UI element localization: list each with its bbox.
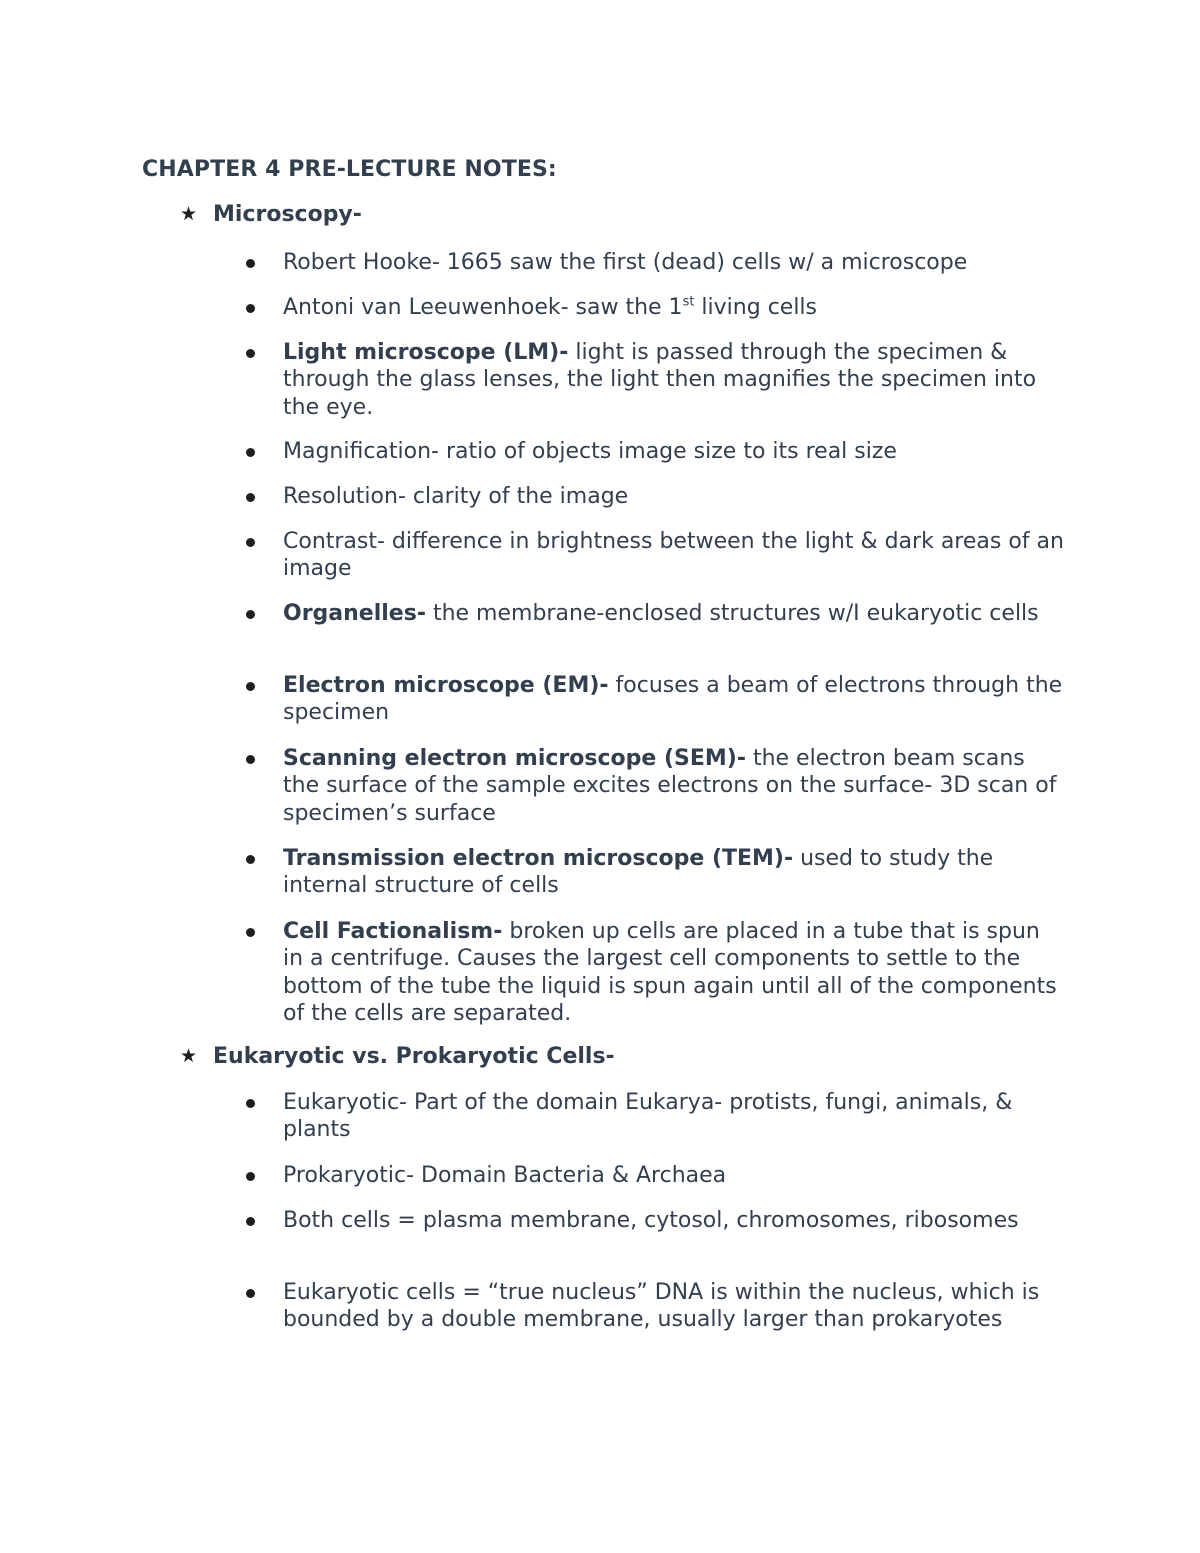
list-item-text: Cell Factionalism- broken up cells are placed in a tube that is spun in a centrifuge. Causes the largest cell components to settle to the bottom of the tube the liquid is spun again until all of the components of the cells are separated. bbox=[283, 919, 1057, 1026]
bullet-icon bbox=[246, 1099, 255, 1108]
bullet-icon bbox=[246, 349, 255, 358]
term: Scanning electron microscope (SEM)- bbox=[283, 746, 746, 771]
list-item-text: Contrast- difference in brightness between the light & dark areas of an image bbox=[283, 529, 1064, 582]
list-item-text: Eukaryotic cells = “true nucleus” DNA is within the nucleus, which is bounded by a double membrane, usually larger than prokaryotes bbox=[283, 1280, 1040, 1333]
list-item bbox=[246, 1089, 1066, 1144]
bullet-icon bbox=[246, 755, 255, 764]
bullet-icon bbox=[246, 304, 255, 313]
list-item bbox=[246, 249, 1066, 276]
list-item-text: Prokaryotic- Domain Bacteria & Archaea bbox=[283, 1163, 727, 1188]
list-item bbox=[246, 339, 1066, 421]
star-bullet-icon: ★ bbox=[180, 203, 198, 225]
list-item bbox=[246, 1279, 1066, 1334]
list-item-text: Magnification- ratio of objects image size to its real size bbox=[283, 439, 897, 464]
term: Cell Factionalism- bbox=[283, 919, 503, 944]
term: Light microscope (LM)- bbox=[283, 340, 569, 365]
bullet-icon bbox=[246, 610, 255, 619]
bullet-icon bbox=[246, 855, 255, 864]
list-item bbox=[246, 672, 1066, 727]
section-heading-microscopy bbox=[180, 202, 362, 227]
list-item-text: Organelles- the membrane-enclosed structures w/I eukaryotic cells bbox=[283, 601, 1039, 626]
page-title: CHAPTER 4 PRE-LECTURE NOTES: bbox=[142, 157, 557, 182]
list-item-text: Both cells = plasma membrane, cytosol, chromosomes, ribosomes bbox=[283, 1208, 1019, 1233]
list-item bbox=[246, 745, 1066, 827]
list-item-text: Transmission electron microscope (TEM)- used to study the internal structure of cells bbox=[283, 846, 994, 899]
list-item-text: Scanning electron microscope (SEM)- the electron beam scans the surface of the sample excites electrons on the surface- 3D scan of specimen’s surface bbox=[283, 746, 1057, 826]
list-item bbox=[246, 294, 1066, 321]
list-item bbox=[246, 483, 1066, 510]
list-item-text: Robert Hooke- 1665 saw the first (dead) cells w/ a microscope bbox=[283, 250, 968, 275]
list-item bbox=[246, 528, 1066, 583]
list-item bbox=[246, 845, 1066, 900]
list-item-text: Resolution- clarity of the image bbox=[283, 484, 629, 509]
list-item bbox=[246, 438, 1066, 465]
list-item bbox=[246, 600, 1066, 627]
list-item-text: Electron microscope (EM)- focuses a beam of electrons through the specimen bbox=[283, 673, 1063, 726]
superscript: st bbox=[682, 294, 695, 310]
section-heading-text: Eukaryotic vs. Prokaryotic Cells- bbox=[213, 1044, 615, 1069]
bullet-icon bbox=[246, 259, 255, 268]
bullet-icon bbox=[246, 1289, 255, 1298]
bullet-icon bbox=[246, 1172, 255, 1181]
list-item bbox=[246, 918, 1066, 1027]
star-bullet-icon: ★ bbox=[180, 1045, 198, 1067]
list-item-text: Antoni van Leeuwenhoek- saw the 1st living cells bbox=[283, 294, 818, 320]
bullet-icon bbox=[246, 1217, 255, 1226]
list-item-text: Light microscope (LM)- light is passed through the specimen & through the glass lenses, the light then magnifies the specimen into the eye. bbox=[283, 340, 1037, 420]
bullet-icon bbox=[246, 448, 255, 457]
list-item-text: Eukaryotic- Part of the domain Eukarya- protists, fungi, animals, & plants bbox=[283, 1090, 1013, 1143]
term: Transmission electron microscope (TEM)- bbox=[283, 846, 794, 871]
term: Electron microscope (EM)- bbox=[283, 673, 609, 698]
list-item bbox=[246, 1162, 1066, 1189]
section-heading-text: Microscopy- bbox=[213, 202, 362, 227]
bullet-icon bbox=[246, 928, 255, 937]
bullet-icon bbox=[246, 538, 255, 547]
bullet-icon bbox=[246, 493, 255, 502]
term: Organelles- bbox=[283, 601, 426, 626]
list-item bbox=[246, 1207, 1066, 1234]
bullet-icon bbox=[246, 682, 255, 691]
section-heading-eukaryotic-vs-prokaryotic bbox=[180, 1044, 615, 1069]
